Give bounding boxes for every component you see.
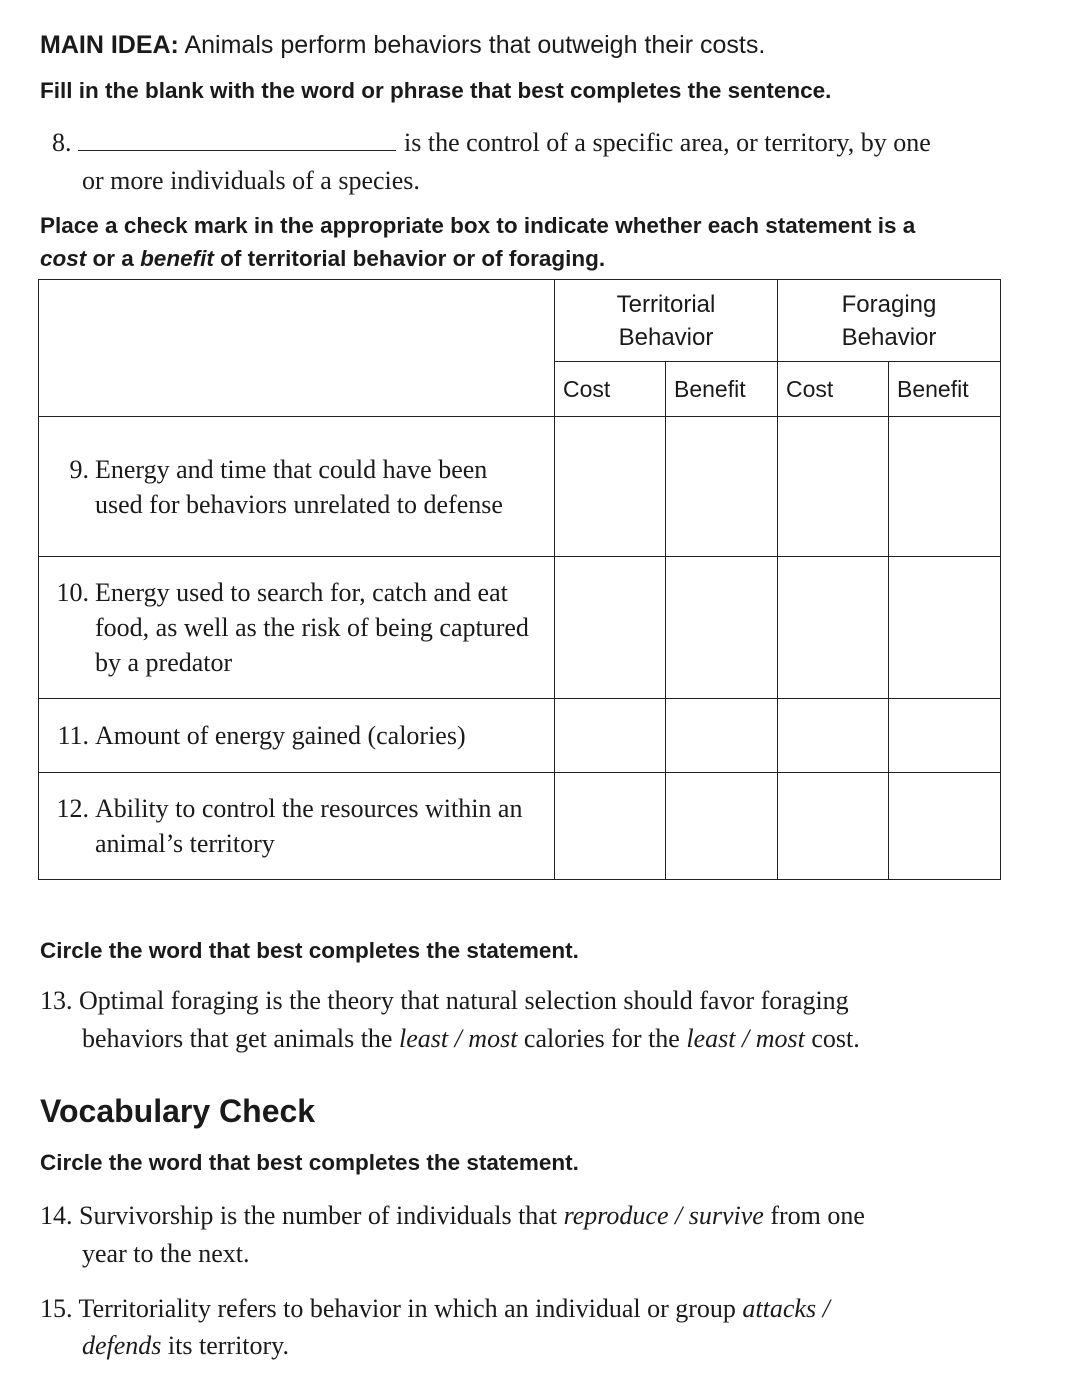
table-row [39,699,1001,773]
instruction-cost-word: cost [40,246,87,271]
question-8-text: is the control of a specific area, or territory, by one [404,128,931,157]
statement-text: Amount of energy gained (calories) [95,721,466,750]
question-15-post: its territory. [167,1331,289,1360]
question-14-post: from one [770,1201,865,1230]
header-territorial-line1: Territorial [616,290,716,318]
main-idea-label: MAIN IDEA: [40,31,179,59]
vocab-instruction: Circle the word that best completes the statement. [40,1150,579,1175]
table-row [39,773,1001,880]
statement-number: 12. [56,794,89,823]
check-box-9-foraging-benefit[interactable] [889,417,1001,557]
question-8-number: 8. [52,128,72,157]
check-box-12-territorial-cost[interactable] [555,773,666,880]
header-territorial-line2: Behavior [618,323,714,351]
question-15-option-1[interactable]: attacks / [742,1294,830,1323]
statement-text: Ability to control the resources within an animal’s territory [95,794,523,858]
question-13-number: 13. [40,986,73,1015]
header-foraging-behavior [778,280,1001,362]
header-foraging-cost: Cost [778,362,889,417]
table-group-header-row [39,280,1001,362]
table-row [39,417,1001,557]
question-15-option-2[interactable]: defends [82,1331,162,1360]
header-territorial-behavior [555,280,778,362]
checkmark-instruction-line1: Place a check mark in the appropriate box to indicate whether each statement is a [40,213,916,238]
statement-number: 11. [57,721,89,750]
header-territorial-cost: Cost [555,362,666,417]
check-box-9-territorial-cost[interactable] [555,417,666,557]
question-13-option-2[interactable]: least / most [686,1024,805,1053]
fill-blank-instruction: Fill in the blank with the word or phrase that best completes the sentence. [40,78,832,103]
table-row [39,557,1001,699]
header-foraging-line1: Foraging [841,290,937,318]
answer-blank-8[interactable] [78,130,396,151]
statement-11 [39,699,555,773]
question-14-line1 [40,1201,865,1231]
main-idea-text: Animals perform behaviors that outweigh their costs. [184,31,766,59]
question-13-mid: calories for the [523,1024,680,1053]
question-14-options[interactable]: reproduce / survive [563,1201,764,1230]
circle-instruction: Circle the word that best completes the statement. [40,938,579,963]
question-14-number: 14. [40,1201,73,1230]
check-box-9-territorial-benefit[interactable] [666,417,778,557]
checkmark-instruction-line2 [40,246,605,272]
question-8-line1 [52,128,931,158]
check-box-12-foraging-cost[interactable] [778,773,889,880]
statement-text: Energy and time that could have been used for behaviors unrelated to defense [95,454,503,519]
statement-12 [39,773,555,880]
table-corner-cell [39,280,555,417]
header-foraging-line2: Behavior [841,323,937,351]
question-15-pre: Territoriality refers to behavior in which an individual or group [78,1294,736,1323]
question-13-option-1[interactable]: least / most [398,1024,518,1053]
statement-text: Energy used to search for, catch and eat food, as well as the risk of being captured by a predator [95,578,529,677]
main-idea [40,31,765,60]
question-15-line2 [82,1331,289,1361]
question-13-post: cost. [811,1024,860,1053]
header-territorial-benefit: Benefit [666,362,778,417]
vocabulary-check-heading: Vocabulary Check [40,1093,316,1129]
question-15-number: 15. [40,1294,73,1323]
statement-number: 10. [56,578,89,607]
statement-number: 9. [69,454,89,484]
check-box-10-territorial-cost[interactable] [555,557,666,699]
question-14-line2: year to the next. [82,1239,250,1268]
question-13-pre: behaviors that get animals the [82,1024,393,1053]
instruction-rest: of territorial behavior or of foraging. [220,246,606,271]
check-box-12-territorial-benefit[interactable] [666,773,778,880]
check-box-11-foraging-cost[interactable] [778,699,889,773]
check-box-12-foraging-benefit[interactable] [889,773,1001,880]
statement-10 [39,557,555,699]
cost-benefit-table [38,279,1001,880]
check-box-11-territorial-benefit[interactable] [666,699,778,773]
question-13-line2 [82,1024,860,1054]
question-13-text-line1: Optimal foraging is the theory that natural selection should favor foraging [79,986,849,1015]
check-box-10-foraging-benefit[interactable] [889,557,1001,699]
question-15-line1 [40,1294,830,1324]
instruction-benefit-word: benefit [140,246,214,271]
check-box-10-foraging-cost[interactable] [778,557,889,699]
question-8-line2: or more individuals of a species. [82,166,420,195]
statement-9 [39,417,555,557]
check-box-11-foraging-benefit[interactable] [889,699,1001,773]
question-14-pre: Survivorship is the number of individuals that [79,1201,558,1230]
instruction-or: or a [92,246,134,271]
header-foraging-benefit: Benefit [889,362,1001,417]
check-box-11-territorial-cost[interactable] [555,699,666,773]
question-13-line1 [40,986,849,1016]
check-box-9-foraging-cost[interactable] [778,417,889,557]
check-box-10-territorial-benefit[interactable] [666,557,778,699]
